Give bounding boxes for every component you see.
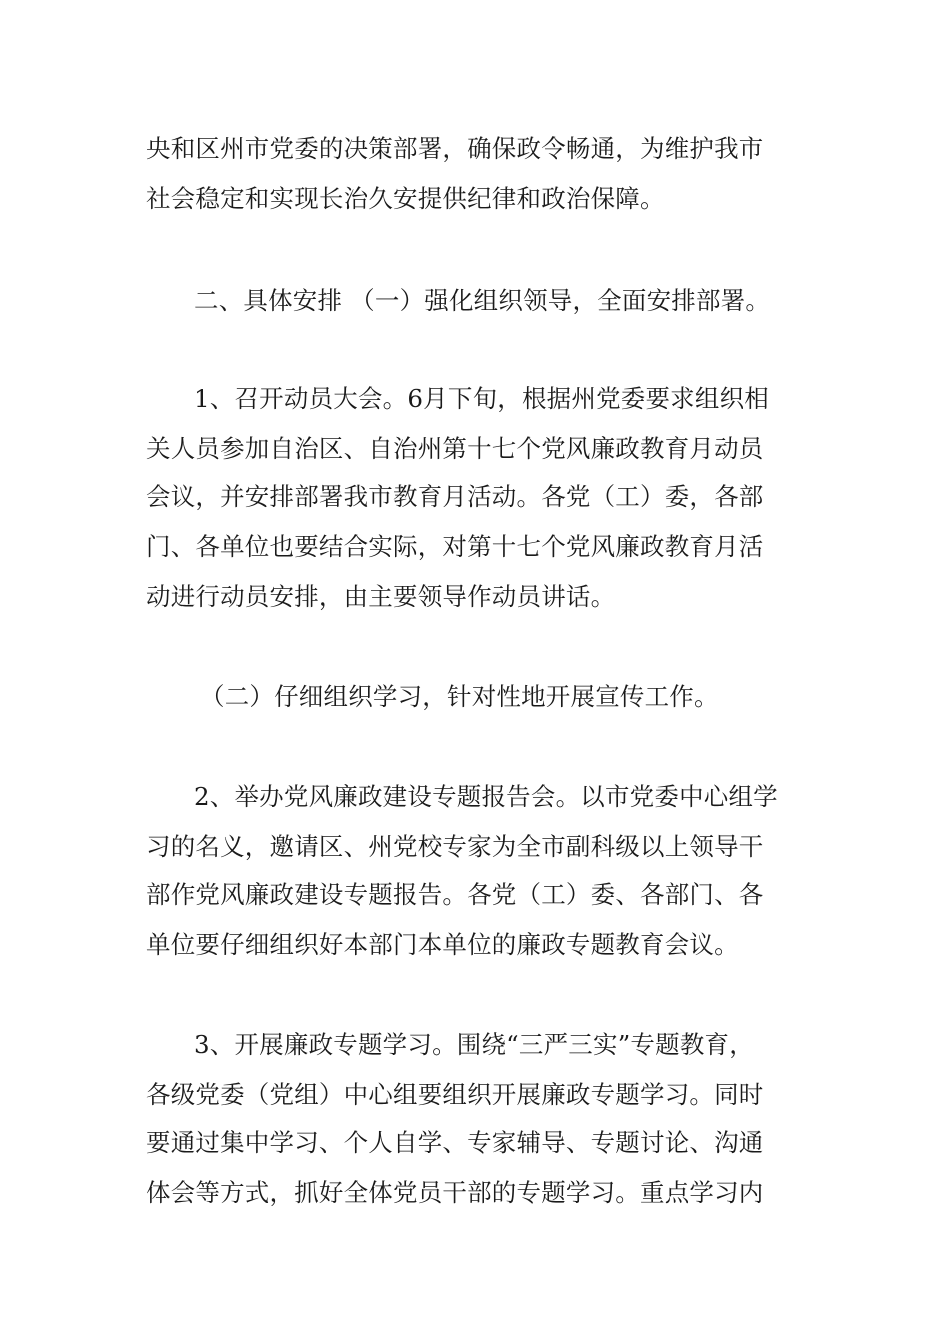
text-line-2: 社会稳定和实现长治久安提供纪律和政治保障。 xyxy=(146,184,665,213)
text-line-7: 门、各单位也要结合实际，对第十七个党风廉政教育月活 xyxy=(146,532,764,561)
text-line-14: 3、开展廉政专题学习。围绕“三严三实”专题教育， xyxy=(194,1030,754,1059)
text-line-15: 各级党委（党组）中心组要组织开展廉政专题学习。同时 xyxy=(146,1080,764,1109)
text-line-13: 单位要仔细组织好本部门本单位的廉政专题教育会议。 xyxy=(146,930,739,959)
text-line-10: 2、举办党风廉政建设专题报告会。以市党委中心组学 xyxy=(194,782,778,811)
text-line-12: 部作党风廉政建设专题报告。各党（工）委、各部门、各 xyxy=(146,880,764,909)
text-line-6: 会议，并安排部署我市教育月活动。各党（工）委，各部 xyxy=(146,482,764,511)
text-line-17: 体会等方式，抓好全体党员干部的专题学习。重点学习内 xyxy=(146,1178,764,1207)
text-line-4: 1、召开动员大会。6月下旬，根据州党委要求组织相 xyxy=(194,384,769,413)
subsection-heading-2: （二）仔细组织学习，针对性地开展宣传工作。 xyxy=(200,682,719,711)
text-line-11: 习的名义，邀请区、州党校专家为全市副科级以上领导干 xyxy=(146,832,764,861)
text-line-1: 央和区州市党委的决策部署，确保政令畅通，为维护我市 xyxy=(146,134,764,163)
section-heading-2: 二、具体安排 （一）强化组织领导，全面安排部署。 xyxy=(194,286,771,315)
text-line-5: 关人员参加自治区、自治州第十七个党风廉政教育月动员 xyxy=(146,434,764,463)
text-line-16: 要通过集中学习、个人自学、专家辅导、专题讨论、沟通 xyxy=(146,1128,764,1157)
text-line-8: 动进行动员安排，由主要领导作动员讲话。 xyxy=(146,582,616,611)
